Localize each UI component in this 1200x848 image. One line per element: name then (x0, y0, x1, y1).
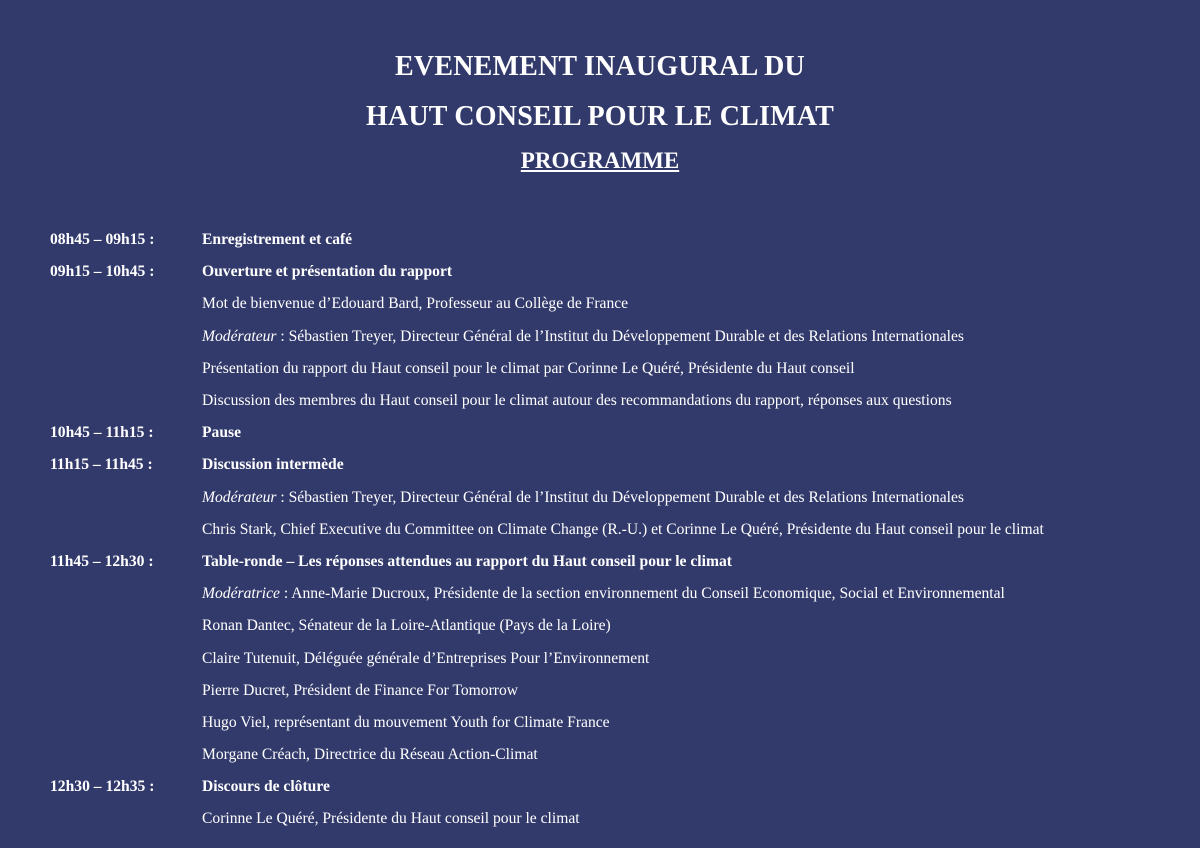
schedule-detail-row (50, 385, 1170, 417)
schedule-session-row (50, 771, 1170, 803)
schedule-detail-row (50, 707, 1170, 739)
detail-text: Discussion des membres du Haut conseil pour le climat autour des recommandations du rapport, réponses aux questions (202, 392, 952, 410)
row-content (202, 650, 649, 668)
moderator-role: Modérateur (202, 327, 277, 345)
moderator-role: Modératrice (202, 585, 280, 603)
row-content (202, 553, 732, 571)
title-block (0, 44, 1200, 174)
detail-text: Claire Tutenuit, Déléguée générale d’Entreprises Pour l’Environnement (202, 649, 650, 667)
row-content (202, 682, 518, 700)
row-content (202, 810, 580, 828)
detail-text: Corinne Le Quéré, Présidente du Haut conseil pour le climat (202, 810, 580, 828)
session-title: Enregistrement et café (202, 231, 353, 249)
schedule (50, 224, 1170, 836)
schedule-detail-row (50, 642, 1170, 674)
schedule-session-row (50, 417, 1170, 449)
schedule-detail-row (50, 739, 1170, 771)
detail-text: Hugo Viel, représentant du mouvement Youth for Climate France (202, 713, 610, 731)
row-content (202, 295, 628, 313)
schedule-session-row (50, 256, 1170, 288)
row-content (202, 746, 538, 764)
session-title: Discours de clôture (202, 778, 330, 796)
time-slot: 09h15 – 10h45 : (50, 263, 155, 281)
event-title-line-1: EVENEMENT INAUGURAL DU (395, 51, 805, 82)
schedule-session-row (50, 546, 1170, 578)
row-content (202, 392, 952, 410)
time-slot: 08h45 – 09h15 : (50, 231, 155, 249)
schedule-detail-row (50, 353, 1170, 385)
detail-text: Mot de bienvenue d’Edouard Bard, Professeur au Collège de France (202, 295, 629, 313)
session-title: Pause (202, 424, 241, 442)
detail-text: : Sébastien Treyer, Directeur Général de l’Institut du Développement Durable et des Relations Internationales (276, 327, 964, 345)
row-content (202, 231, 352, 249)
detail-text: : Sébastien Treyer, Directeur Général de l’Institut du Développement Durable et des Relations Internationales (276, 488, 964, 506)
schedule-detail-row (50, 578, 1170, 610)
schedule-detail-row (50, 288, 1170, 320)
detail-text: : Anne-Marie Ducroux, Présidente de la section environnement du Conseil Economique, Social et Environnemental (279, 585, 1005, 603)
row-content (202, 328, 964, 346)
row-content (202, 360, 855, 378)
schedule-session-row (50, 449, 1170, 481)
session-title: Table-ronde – Les réponses attendues au rapport du Haut conseil pour le climat (202, 552, 732, 570)
row-content (202, 778, 330, 796)
moderator-role: Modérateur (202, 488, 277, 506)
time-slot: 10h45 – 11h15 : (50, 424, 154, 442)
programme-heading: PROGRAMME (520, 148, 680, 173)
row-content (202, 263, 452, 281)
detail-text: Ronan Dantec, Sénateur de la Loire-Atlantique (Pays de la Loire) (202, 617, 611, 635)
event-title-line-2: HAUT CONSEIL POUR LE CLIMAT (365, 101, 834, 132)
session-title: Discussion intermède (202, 456, 344, 474)
schedule-detail-row (50, 321, 1170, 353)
time-slot: 11h15 – 11h45 : (50, 456, 153, 474)
row-content (202, 456, 344, 474)
detail-text: Pierre Ducret, Président de Finance For Tomorrow (202, 681, 519, 699)
schedule-detail-row (50, 675, 1170, 707)
time-slot: 11h45 – 12h30 : (50, 552, 154, 570)
detail-text: Présentation du rapport du Haut conseil pour le climat par Corinne Le Quéré, Présidente du Haut conseil (202, 359, 855, 377)
session-title: Ouverture et présentation du rapport (202, 263, 453, 281)
schedule-detail-row (50, 514, 1170, 546)
schedule-detail-row (50, 803, 1170, 835)
time-slot: 12h30 – 12h35 : (50, 778, 155, 796)
row-content (202, 585, 1005, 603)
row-content (202, 489, 964, 507)
schedule-detail-row (50, 610, 1170, 642)
detail-text: Chris Stark, Chief Executive du Committee on Climate Change (R.-U.) et Corinne Le Quéré, Présidente du Haut conseil pour le climat (202, 520, 1044, 538)
schedule-detail-row (50, 482, 1170, 514)
row-content (202, 617, 611, 635)
detail-text: Morgane Créach, Directrice du Réseau Action-Climat (202, 746, 538, 764)
row-content (202, 521, 1044, 539)
row-content (202, 424, 241, 442)
schedule-session-row (50, 224, 1170, 256)
row-content (202, 714, 610, 732)
